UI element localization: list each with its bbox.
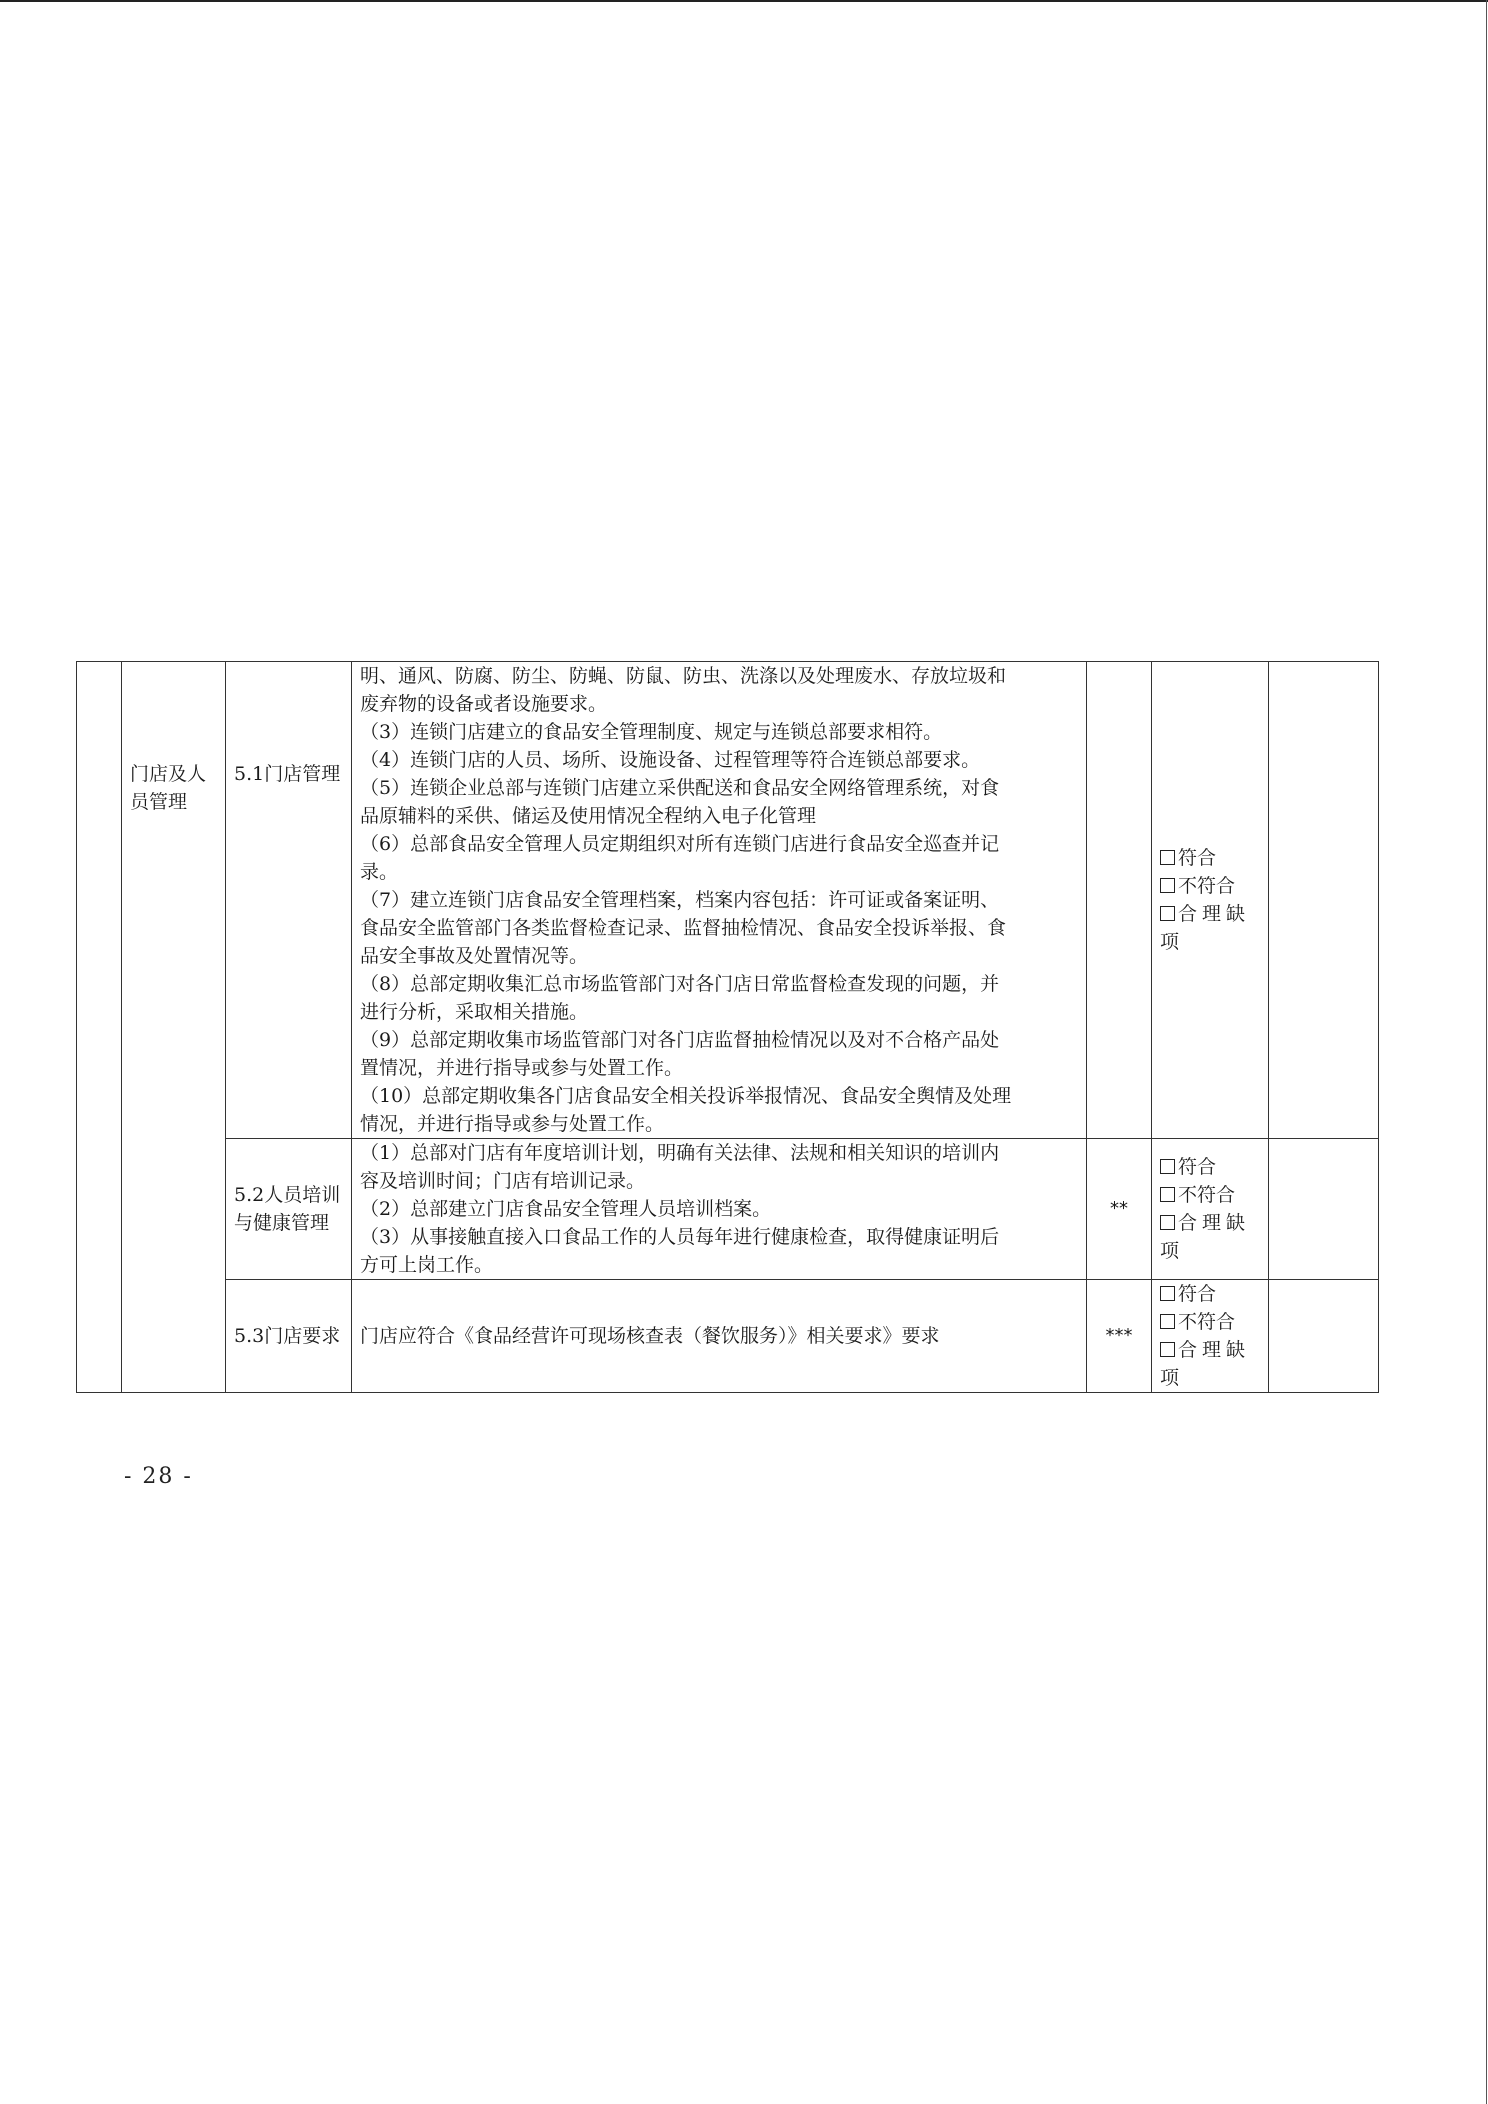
checkbox-icon[interactable] — [1160, 878, 1175, 893]
content-line: （10）总部定期收集各门店食品安全相关投诉举报情况、食品安全舆情及处理 — [360, 1085, 1012, 1107]
subitem-label: 5.1门店管理 — [234, 763, 341, 785]
remark-cell — [1269, 1139, 1379, 1280]
content-line: 情况，并进行指导或参与处置工作。 — [360, 1113, 665, 1135]
content-line: 置情况，并进行指导或参与处置工作。 — [360, 1057, 684, 1079]
content-line: （7）建立连锁门店食品安全管理档案，档案内容包括：许可证或备案证明、 — [360, 889, 1000, 911]
content-line: 录。 — [360, 861, 399, 883]
content-line: （9）总部定期收集市场监管部门对各门店监督抽检情况以及对不合格产品处 — [360, 1029, 1000, 1051]
content-line: 明、通风、防腐、防尘、防蝇、防鼠、防虫、洗涤以及处理废水、存放垃圾和 — [360, 665, 1007, 687]
content-line: （5）连锁企业总部与连锁门店建立采供配送和食品安全网络管理系统，对食 — [360, 777, 1000, 799]
checkbox-icon[interactable] — [1160, 1215, 1175, 1230]
option-reasonable-missing[interactable]: 合理缺 — [1160, 1209, 1260, 1237]
option-reasonable-missing-cont: 项 — [1160, 931, 1180, 953]
option-reasonable-missing-cont: 项 — [1160, 1240, 1180, 1262]
content-line: 食品安全监管部门各类监督检查记录、监督抽检情况、食品安全投诉举报、食 — [360, 917, 1007, 939]
remark-cell — [1269, 1280, 1379, 1393]
checkbox-icon[interactable] — [1160, 1159, 1175, 1174]
checkbox-icon[interactable] — [1160, 1342, 1175, 1357]
subitem-cell — [226, 662, 352, 1139]
content-line: （8）总部定期收集汇总市场监管部门对各门店日常监督检查发现的问题，并 — [360, 973, 1000, 995]
subitem-cell — [226, 1139, 352, 1280]
option-nonconform[interactable]: 不符合 — [1160, 1308, 1260, 1336]
content-cell — [352, 1139, 1087, 1280]
content-line: （3）从事接触直接入口食品工作的人员每年进行健康检查，取得健康证明后 — [360, 1226, 1000, 1248]
content-line: 方可上岗工作。 — [360, 1254, 494, 1276]
content-line: 进行分析，采取相关措施。 — [360, 1001, 589, 1023]
result-cell — [1152, 1280, 1269, 1393]
content-line: 容及培训时间；门店有培训记录。 — [360, 1170, 646, 1192]
inspection-table — [76, 661, 1379, 1393]
result-cell — [1152, 1139, 1269, 1280]
content-line: （3）连锁门店建立的食品安全管理制度、规定与连锁总部要求相符。 — [360, 721, 943, 743]
content-line: 品安全事故及处置情况等。 — [360, 945, 589, 967]
content-line: 品原辅料的采供、储运及使用情况全程纳入电子化管理 — [360, 805, 817, 827]
content-cell — [352, 1280, 1087, 1393]
option-conform[interactable]: 符合 — [1160, 1153, 1260, 1181]
option-conform[interactable]: 符合 — [1160, 844, 1260, 872]
table-row — [77, 1139, 1379, 1280]
content-cell — [352, 662, 1087, 1139]
category-cell — [122, 662, 226, 1393]
option-nonconform[interactable]: 不符合 — [1160, 872, 1260, 900]
option-nonconform[interactable]: 不符合 — [1160, 1181, 1260, 1209]
checkbox-icon[interactable] — [1160, 1187, 1175, 1202]
option-reasonable-missing[interactable]: 合理缺 — [1160, 900, 1260, 928]
content-line: （4）连锁门店的人员、场所、设施设备、过程管理等符合连锁总部要求。 — [360, 749, 981, 771]
option-reasonable-missing-cont: 项 — [1160, 1367, 1180, 1389]
importance-cell: *** — [1087, 1280, 1152, 1393]
content-line: （2）总部建立门店食品安全管理人员培训档案。 — [360, 1198, 772, 1220]
table-row — [77, 662, 1379, 1139]
right-border-line — [1486, 0, 1487, 2104]
importance-cell — [1087, 662, 1152, 1139]
index-cell — [77, 662, 122, 1393]
subitem-cell — [226, 1280, 352, 1393]
page-number: - 28 - — [124, 1464, 193, 1489]
content-line: 门店应符合《食品经营许可现场核查表（餐饮服务）》相关要求》要求 — [360, 1325, 940, 1347]
content-line: 废弃物的设备或者设施要求。 — [360, 693, 608, 715]
option-conform[interactable]: 符合 — [1160, 1280, 1260, 1308]
remark-cell — [1269, 662, 1379, 1139]
top-border-line — [0, 0, 1488, 2]
checkbox-icon[interactable] — [1160, 1314, 1175, 1329]
table-row — [77, 1280, 1379, 1393]
subitem-label: 5.2人员培训与健康管理 — [234, 1184, 341, 1234]
result-cell — [1152, 662, 1269, 1139]
checkbox-icon[interactable] — [1160, 850, 1175, 865]
subitem-label: 5.3门店要求 — [234, 1325, 341, 1347]
checkbox-icon[interactable] — [1160, 906, 1175, 921]
checkbox-icon[interactable] — [1160, 1286, 1175, 1301]
content-line: （1）总部对门店有年度培训计划，明确有关法律、法规和相关知识的培训内 — [360, 1142, 1000, 1164]
importance-cell: ** — [1087, 1139, 1152, 1280]
content-line: （6）总部食品安全管理人员定期组织对所有连锁门店进行食品安全巡查并记 — [360, 833, 1000, 855]
option-reasonable-missing[interactable]: 合理缺 — [1160, 1336, 1260, 1364]
category-label: 门店及人员管理 — [130, 763, 207, 813]
